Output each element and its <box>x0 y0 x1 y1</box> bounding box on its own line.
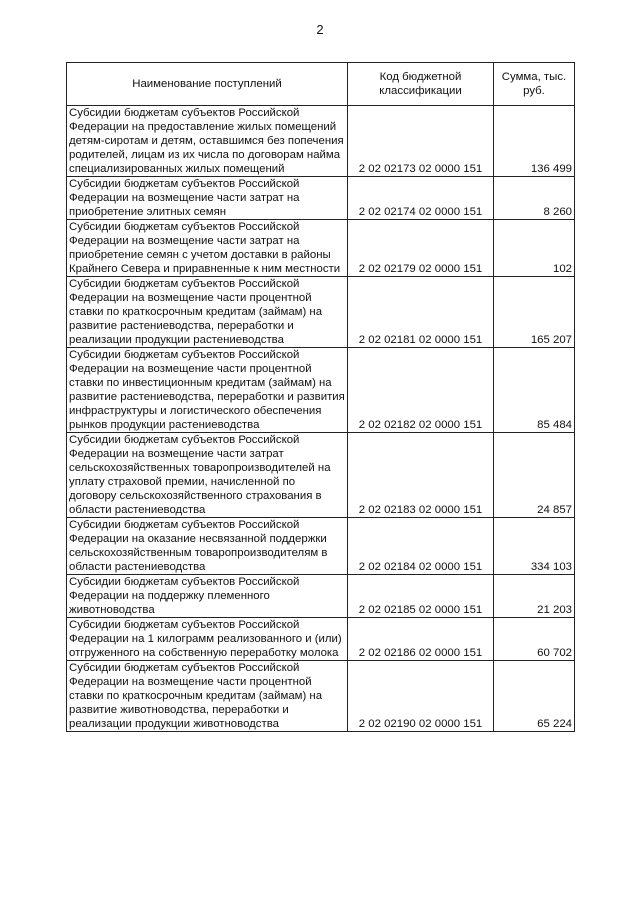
row-code: 2 02 02184 02 0000 151 <box>348 518 494 575</box>
row-code: 2 02 02179 02 0000 151 <box>348 220 494 277</box>
row-name: Субсидии бюджетам субъектов Российской Федерации на возмещение части затрат на приобретение элитных семян <box>67 177 348 220</box>
row-sum: 8 260 <box>494 177 575 220</box>
header-code: Код бюджетной классификации <box>348 63 494 106</box>
page-number: 2 <box>316 22 324 37</box>
table-row <box>67 661 575 732</box>
row-code: 2 02 02182 02 0000 151 <box>348 348 494 433</box>
row-code: 2 02 02186 02 0000 151 <box>348 618 494 661</box>
revenue-table <box>66 62 575 732</box>
table-row <box>67 433 575 518</box>
table-header-row <box>67 63 575 106</box>
row-name: Субсидии бюджетам субъектов Российской Федерации на оказание несвязанной поддержки сельскохозяйственным товаропроизводителям в области растениеводства <box>67 518 348 575</box>
row-sum: 165 207 <box>494 277 575 348</box>
row-code: 2 02 02185 02 0000 151 <box>348 575 494 618</box>
header-name: Наименование поступлений <box>67 63 348 106</box>
row-sum: 21 203 <box>494 575 575 618</box>
row-sum: 85 484 <box>494 348 575 433</box>
row-code: 2 02 02174 02 0000 151 <box>348 177 494 220</box>
row-sum: 334 103 <box>494 518 575 575</box>
row-sum: 136 499 <box>494 106 575 177</box>
header-sum: Сумма, тыс. руб. <box>494 63 575 106</box>
row-code: 2 02 02183 02 0000 151 <box>348 433 494 518</box>
row-code: 2 02 02181 02 0000 151 <box>348 277 494 348</box>
table-row <box>67 575 575 618</box>
table-row <box>67 177 575 220</box>
table-row <box>67 106 575 177</box>
row-name: Субсидии бюджетам субъектов Российской Федерации на возмещение части процентной ставки по инвестиционным кредитам (займам) на развитие растениеводства, переработки и развития инфраструктуры и логистического обеспечения рынков продукции растениеводства <box>67 348 348 433</box>
row-name: Субсидии бюджетам субъектов Российской Федерации на возмещение части затрат на приобретение семян с учетом доставки в районы Крайнего Севера и приравненные к ним местности <box>67 220 348 277</box>
table-row <box>67 348 575 433</box>
table-row <box>67 277 575 348</box>
row-name: Субсидии бюджетам субъектов Российской Федерации на 1 килограмм реализованного и (или) отгруженного на собственную переработку молока <box>67 618 348 661</box>
row-code: 2 02 02190 02 0000 151 <box>348 661 494 732</box>
table-row <box>67 618 575 661</box>
row-sum: 65 224 <box>494 661 575 732</box>
row-sum: 102 <box>494 220 575 277</box>
row-name: Субсидии бюджетам субъектов Российской Федерации на возмещение части процентной ставки по краткосрочным кредитам (займам) на развитие животноводства, переработки и реализации продукции животноводства <box>67 661 348 732</box>
row-name: Субсидии бюджетам субъектов Российской Федерации на возмещение части процентной ставки по краткосрочным кредитам (займам) на развитие растениеводства, переработки и реализации продукции растениеводства <box>67 277 348 348</box>
table-row <box>67 518 575 575</box>
row-name: Субсидии бюджетам субъектов Российской Федерации на возмещение части затрат сельскохозяйственных товаропроизводителей на уплату страховой премии, начисленной по договору сельскохозяйственного страхования в области растениеводства <box>67 433 348 518</box>
table-row <box>67 220 575 277</box>
row-name: Субсидии бюджетам субъектов Российской Федерации на предоставление жилых помещений детям-сиротам и детям, оставшимся без попечения родителей, лицам из их числа по договорам найма специализированных жилых помещений <box>67 106 348 177</box>
row-sum: 24 857 <box>494 433 575 518</box>
row-name: Субсидии бюджетам субъектов Российской Федерации на поддержку племенного животноводства <box>67 575 348 618</box>
row-code: 2 02 02173 02 0000 151 <box>348 106 494 177</box>
row-sum: 60 702 <box>494 618 575 661</box>
